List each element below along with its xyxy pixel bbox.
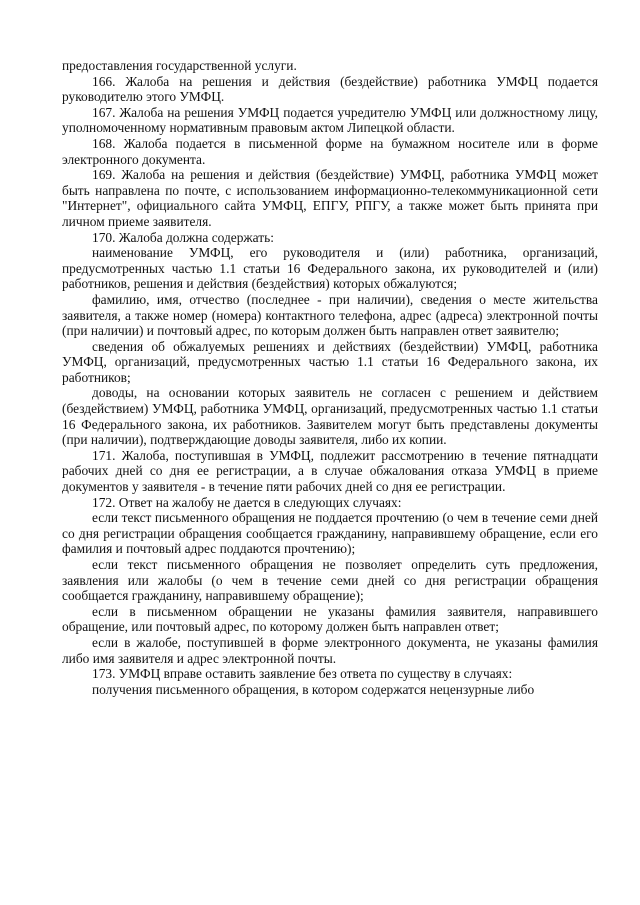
paragraph-170-item: наименование УМФЦ, его руководителя и (или) работника, организаций, предусмотренных частью 1.1 статьи 16 Федерального закона, их руководителей и (или) работников, решения и действия (бездействия) которых обжалуются;: [62, 245, 598, 292]
paragraph-172-item: если в письменном обращении не указаны фамилия заявителя, направившего обращение, или почтовый адрес, по которому должен быть направлен ответ;: [62, 603, 598, 635]
paragraph-169: 169. Жалоба на решения и действия (бездействие) УМФЦ, работника УМФЦ может быть направлена по почте, с использованием информационно-телекоммуникационной сети "Интернет", официального сайта УМФЦ, ЕПГУ, РПГУ, а также может быть принята при личном приеме заявителя.: [62, 167, 598, 229]
paragraph-170-item: доводы, на основании которых заявитель не согласен с решением и действием (бездействием) УМФЦ, работника УМФЦ, организаций, предусмотренных частью 1.1 статьи 16 Федерального закона, их работников. Заявителем могут быть представлены документы (при наличии), подтверждающие доводы заявителя, либо их копии.: [62, 385, 598, 448]
paragraph-168: 168. Жалоба подается в письменной форме на бумажном носителе или в форме электронного документа.: [62, 135, 598, 167]
paragraph-172-item: если текст письменного обращения не поддается прочтению (о чем в течение семи дней со дня регистрации обращения сообщается гражданину, направившему обращение, если его фамилия и почтовый адрес поддаются прочтению);: [62, 510, 598, 557]
paragraph: предоставления государственной услуги.: [62, 58, 297, 73]
paragraph-173-item: получения письменного обращения, в котором содержатся нецензурные либо: [92, 681, 535, 697]
paragraph-172-item: если в жалобе, поступившей в форме электронного документа, не указаны фамилия либо имя заявителя и адрес электронной почты.: [62, 634, 598, 666]
paragraph-172: 172. Ответ на жалобу не дается в следующих случаях:: [92, 494, 402, 510]
paragraph-172-item: если текст письменного обращения не позволяет определить суть предложения, заявления или жалобы (о чем в течение семи дней со дня регистрации обращения сообщается гражданину, направившему обращение);: [62, 557, 598, 604]
document-page: [62, 58, 598, 697]
paragraph-170: 170. Жалоба должна содержать:: [92, 229, 274, 245]
paragraph-173: 173. УМФЦ вправе оставить заявление без ответа по существу в случаях:: [92, 666, 513, 682]
paragraph-167: 167. Жалоба на решения УМФЦ подается учредителю УМФЦ или должностному лицу, уполномоченному нормативным правовым актом Липецкой области.: [62, 104, 598, 136]
paragraph-171: 171. Жалоба, поступившая в УМФЦ, подлежит рассмотрению в течение пятнадцати рабочих дней со дня ее регистрации, а в случае обжалования отказа УМФЦ в приеме документов у заявителя - в течение пяти рабочих дней со дня ее регистрации.: [62, 447, 598, 495]
paragraph-166: 166. Жалоба на решения и действия (бездействие) работника УМФЦ подается руководителю этого УМФЦ.: [62, 73, 598, 105]
paragraph-170-item: фамилию, имя, отчество (последнее - при наличии), сведения о месте жительства заявителя, а также номер (номера) контактного телефона, адрес (адреса) электронной почты (при наличии) и почтовый адрес, по которым должен быть направлен ответ заявителю;: [62, 291, 598, 339]
paragraph-170-item: сведения об обжалуемых решениях и действиях (бездействии) УМФЦ, работника УМФЦ, организаций, предусмотренных частью 1.1 статьи 16 Федерального закона, их работников;: [62, 338, 598, 385]
